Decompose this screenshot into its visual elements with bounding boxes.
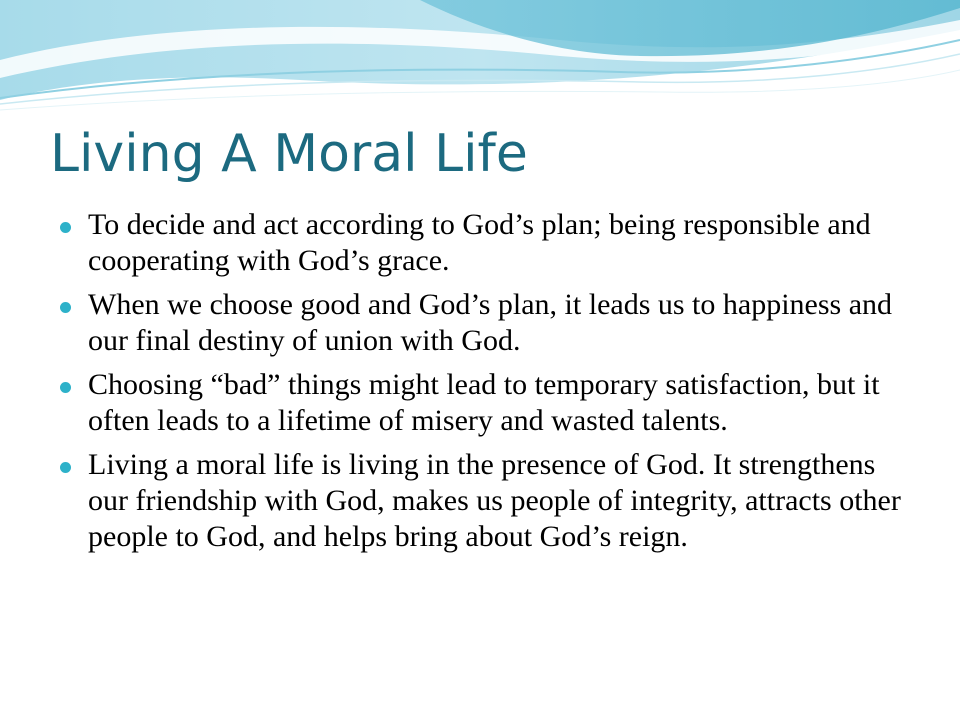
bullet-item — [60, 287, 910, 359]
bullet-text: Choosing “bad” things might lead to temporary satisfaction, but it often leads to a lifetime of misery and wasted talents. — [88, 368, 880, 437]
slide-title: Living A Moral Life — [50, 124, 528, 184]
bullet-text: To decide and act according to God’s plan; being responsible and cooperating with God’s grace. — [88, 208, 871, 277]
bullet-dot-icon — [60, 382, 71, 393]
bullet-item — [60, 207, 910, 279]
bullet-item — [60, 447, 910, 555]
bullet-text: Living a moral life is living in the presence of God. It strengthens our friendship with God, makes us people of integrity, attracts other people to God, and helps bring about God’s reign. — [88, 448, 901, 553]
bullet-item — [60, 367, 910, 439]
bullet-dot-icon — [60, 222, 71, 233]
bullet-text: When we choose good and God’s plan, it leads us to happiness and our final destiny of union with God. — [88, 288, 893, 357]
bullet-dot-icon — [60, 462, 71, 473]
bullet-list — [60, 207, 910, 563]
bullet-dot-icon — [60, 302, 71, 313]
wave-banner — [0, 0, 960, 120]
